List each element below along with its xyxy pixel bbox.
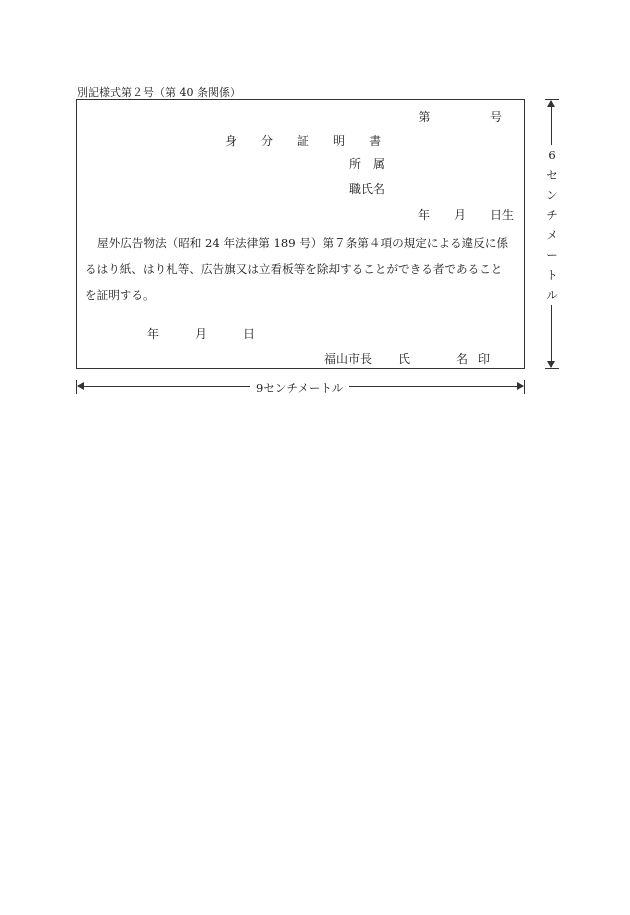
issuer-title: 福山市長 <box>323 352 372 366</box>
issue-year: 年 <box>147 327 160 341</box>
birth-day: 日生 <box>489 208 514 222</box>
issuer-name-char: 氏 <box>397 352 410 366</box>
arrow-right-icon <box>517 382 524 390</box>
birth-month: 月 <box>453 208 466 222</box>
number-suffix: 号 <box>489 110 502 124</box>
title-char: 証 <box>297 134 310 148</box>
affiliation-label: 所 属 <box>349 157 386 171</box>
width-dimension-label: 9センチメートル <box>250 380 349 396</box>
issuer-name-char: 名 <box>455 352 468 366</box>
issue-month: 月 <box>195 327 208 341</box>
height-dimension-label: 6 セ ン チ メ ー ト ル <box>537 145 567 305</box>
body-line: るはり紙、はり札等、広告旗又は立看板等を除却することができる者であること <box>85 262 503 276</box>
title-char: 書 <box>369 134 382 148</box>
issuer <box>324 350 490 367</box>
certificate-number <box>418 108 502 125</box>
form-title: 別記様式第２号（第 40 条関係） <box>77 86 241 99</box>
document-title <box>225 132 381 149</box>
issue-date <box>147 325 255 342</box>
title-char: 明 <box>333 134 346 148</box>
title-char: 身 <box>225 134 238 148</box>
name-label: 職氏名 <box>349 182 386 196</box>
body-line: を証明する。 <box>85 288 155 302</box>
certificate-body <box>85 230 520 308</box>
number-prefix: 第 <box>418 110 431 124</box>
birth-date <box>418 206 514 223</box>
title-char: 分 <box>261 134 274 148</box>
body-line: 屋外広告物法（昭和 24 年法律第 189 号）第７条第４項の規定による違反に係 <box>97 236 509 250</box>
birth-year: 年 <box>417 208 430 222</box>
id-certificate-card <box>76 99 525 369</box>
issue-day: 日 <box>243 327 256 341</box>
seal-mark: 印 <box>477 352 490 366</box>
arrow-down-icon <box>547 361 555 368</box>
